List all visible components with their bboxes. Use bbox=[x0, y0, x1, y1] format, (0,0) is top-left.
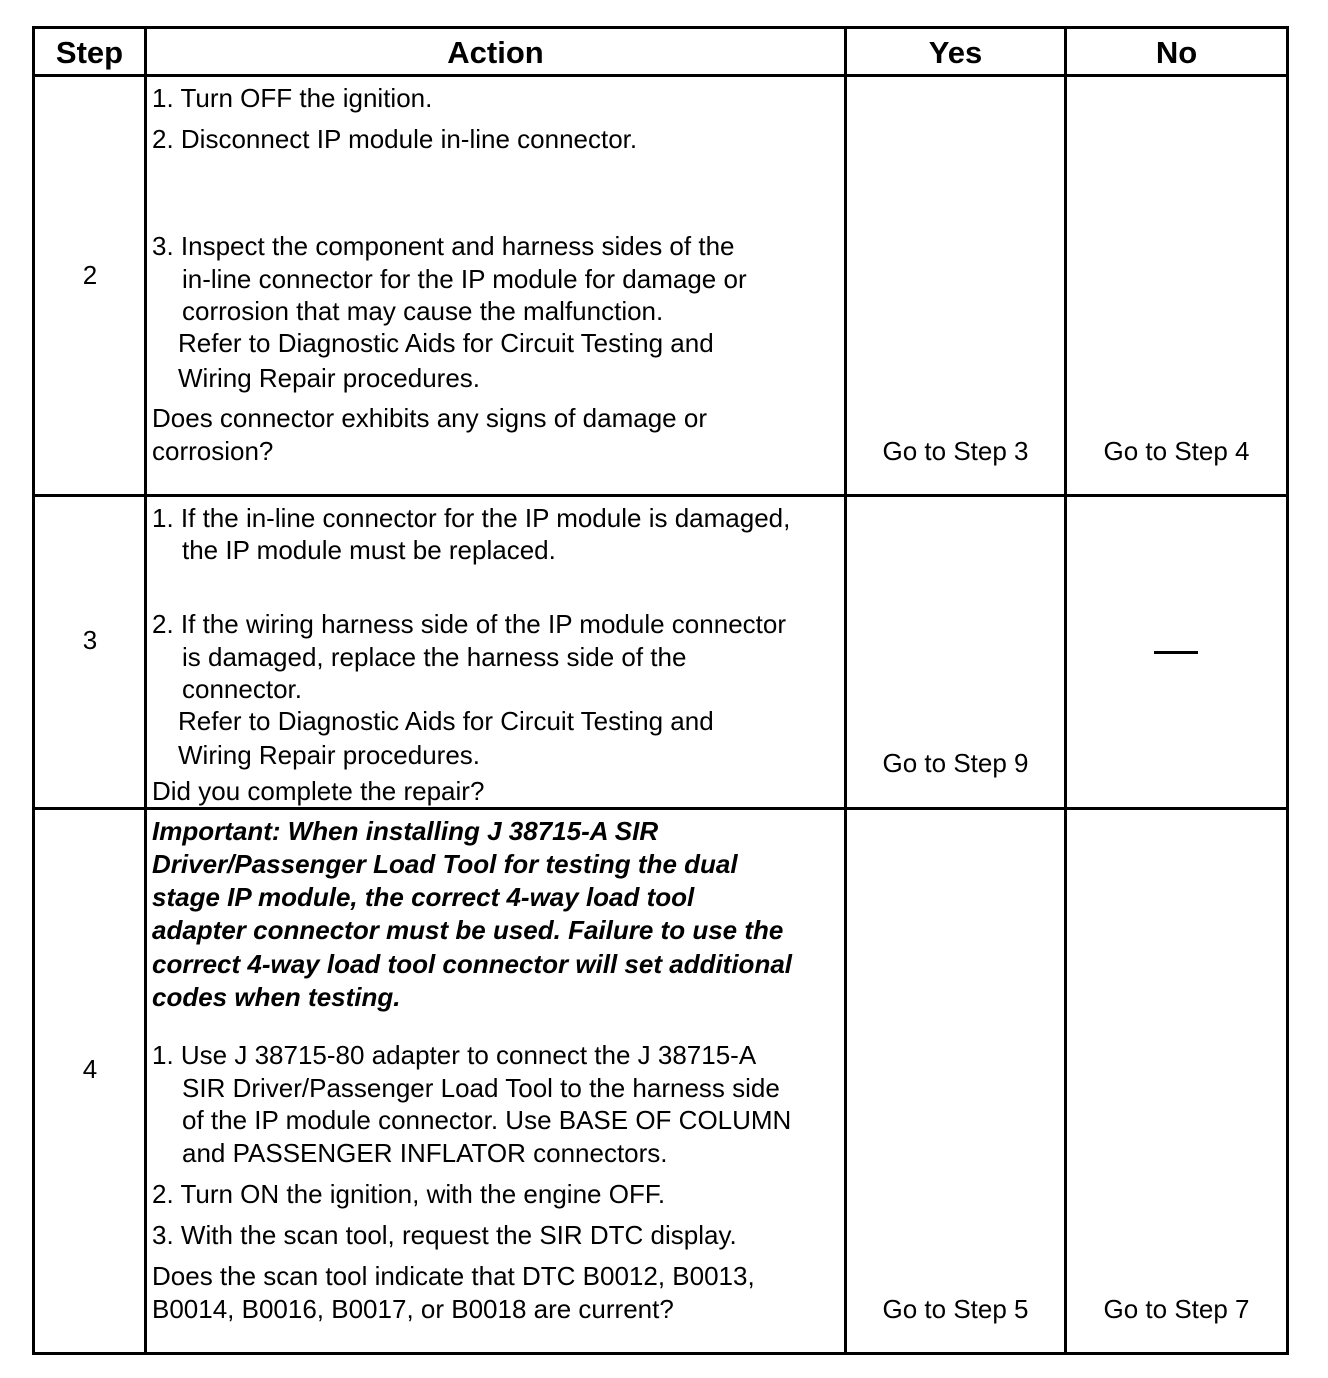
action-line: SIR Driver/Passenger Load Tool to the harness side bbox=[182, 1073, 780, 1103]
question-line: B0014, B0016, B0017, or B0018 are current? bbox=[152, 1294, 674, 1324]
action-line: in-line connector for the IP module for damage or bbox=[182, 264, 747, 294]
action-line: Wiring Repair procedures. bbox=[178, 740, 481, 770]
header-yes: Yes bbox=[928, 35, 983, 70]
header-no: No bbox=[1155, 35, 1198, 70]
yes-no-divider bbox=[1064, 26, 1067, 1355]
important-note-line: correct 4-way load tool connector will set additional bbox=[152, 949, 793, 979]
yes-result: Go to Step 9 bbox=[882, 748, 1029, 778]
table-top-border bbox=[32, 26, 1289, 29]
important-note-line: stage IP module, the correct 4-way load tool bbox=[152, 882, 695, 912]
no-result: Go to Step 7 bbox=[1103, 1294, 1250, 1324]
action-line: Wiring Repair procedures. bbox=[178, 363, 481, 393]
no-result: Go to Step 4 bbox=[1103, 436, 1250, 466]
action-line: of the IP module connector. Use BASE OF COLUMN bbox=[182, 1105, 792, 1135]
action-line: and PASSENGER INFLATOR connectors. bbox=[182, 1138, 668, 1168]
action-line: 3. With the scan tool, request the SIR DTC display. bbox=[152, 1220, 737, 1250]
action-line: is damaged, replace the harness side of the bbox=[182, 642, 687, 672]
yes-result: Go to Step 5 bbox=[882, 1294, 1029, 1324]
table-left-border bbox=[32, 26, 35, 1355]
no-result-dash bbox=[1154, 651, 1198, 654]
action-line: Refer to Diagnostic Aids for Circuit Testing and bbox=[178, 706, 714, 736]
header-action: Action bbox=[447, 35, 544, 70]
important-note-line: Driver/Passenger Load Tool for testing the dual bbox=[152, 849, 738, 879]
question-line: corrosion? bbox=[152, 436, 274, 466]
action-line: 1. Use J 38715-80 adapter to connect the J 38715-A bbox=[152, 1040, 757, 1070]
action-line: 1. Turn OFF the ignition. bbox=[152, 83, 433, 113]
question-line: Did you complete the repair? bbox=[152, 776, 485, 806]
step-number: 3 bbox=[82, 625, 98, 655]
step-number: 4 bbox=[82, 1054, 98, 1084]
question-line: Does connector exhibits any signs of damage or bbox=[152, 403, 707, 433]
action-line: 3. Inspect the component and harness sides of the bbox=[152, 231, 735, 261]
header-step: Step bbox=[55, 35, 124, 70]
step-number: 2 bbox=[82, 260, 98, 290]
action-line: 2. Disconnect IP module in-line connector. bbox=[152, 124, 638, 154]
row-divider-2-3 bbox=[32, 494, 1289, 497]
action-line: 2. Turn ON the ignition, with the engine OFF. bbox=[152, 1179, 666, 1209]
important-note-line: Important: When installing J 38715-A SIR bbox=[152, 816, 659, 846]
question-line: Does the scan tool indicate that DTC B0012, B0013, bbox=[152, 1261, 755, 1291]
step-action-divider bbox=[144, 26, 147, 1355]
table-bottom-border bbox=[32, 1352, 1289, 1355]
action-yes-divider bbox=[844, 26, 847, 1355]
action-line: the IP module must be replaced. bbox=[182, 535, 556, 565]
action-line: 2. If the wiring harness side of the IP module connector bbox=[152, 609, 786, 639]
action-line: Refer to Diagnostic Aids for Circuit Testing and bbox=[178, 328, 714, 358]
table-right-border bbox=[1286, 26, 1289, 1355]
yes-result: Go to Step 3 bbox=[882, 436, 1029, 466]
action-line: connector. bbox=[182, 674, 302, 704]
important-note-line: adapter connector must be used. Failure to use the bbox=[152, 915, 784, 945]
action-line: 1. If the in-line connector for the IP module is damaged, bbox=[152, 503, 791, 533]
action-line: corrosion that may cause the malfunction. bbox=[182, 296, 664, 326]
important-note-line: codes when testing. bbox=[152, 982, 401, 1012]
